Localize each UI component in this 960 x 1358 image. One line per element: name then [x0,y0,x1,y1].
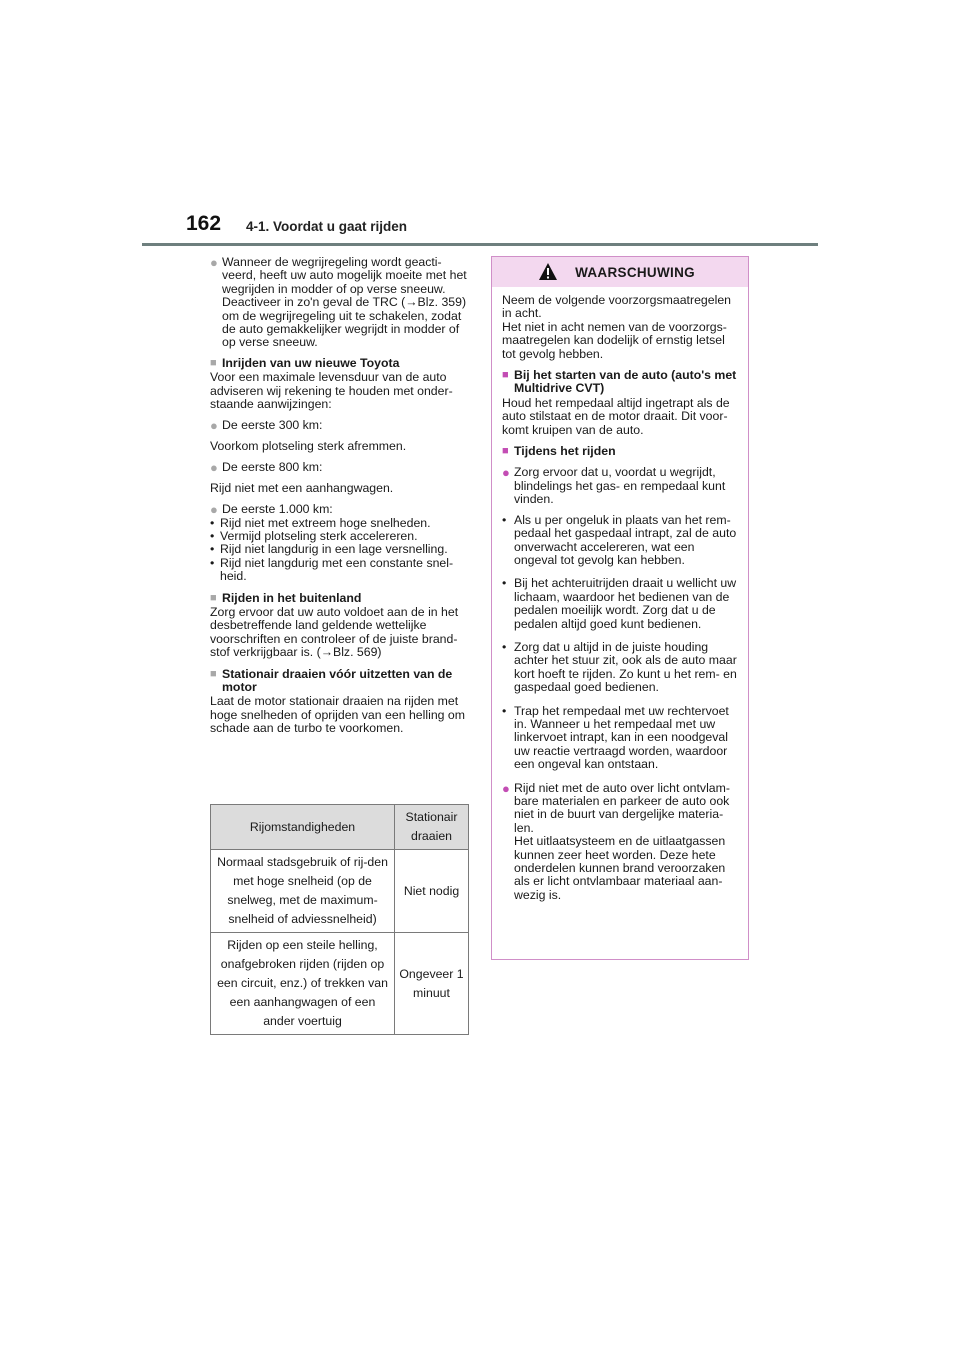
idle-table [210,804,469,1035]
list-item: • Rijd niet langdurig in een lage versnelling. [210,542,448,557]
header-rule [142,243,818,246]
square-bullet-icon: ■ [502,445,509,458]
bullet-800: ● De eerste 800 km: [210,460,323,476]
table-row [211,933,469,1035]
square-bullet-icon: ■ [502,369,509,382]
warning-item: • Bij het achteruitrijden draait u wellicht uw lichaam, waardoor het bedienen van de pedalen moeilijk wordt. Zorg dat u de pedalen altijd goed kunt bedienen. [502,576,737,631]
square-bullet-icon: ■ [210,591,217,604]
para-300: Voorkom plotseling sterk afremmen. [210,438,407,453]
list-item: • Rijd niet langdurig met een constante snel-heid. [210,555,454,584]
warning-title: WAARSCHUWING [575,264,695,280]
list-item: • Rijd niet met extreem hoge snelheden. [210,515,431,530]
warning-body [492,287,748,902]
warning-header [492,257,748,287]
bullet-icon: ● [210,255,218,270]
para-buitenland: Zorg ervoor dat uw auto voldoet aan de in het desbetreffende land geldende wettelijke voorschriften en controleer of de juiste brand-stof verkrijgbaar is. (→Blz. 569) [210,604,459,660]
bullet-icon: ● [210,502,218,518]
para-uitlaat: Het uitlaatsysteem en de uitlaatgassen kunnen zeer heet worden. Deze hete onderdelen kunnen brand veroorzaken als er licht ontvlambaar materiaal aan-wezig is. [514,834,726,902]
warning-triangle-icon [538,262,558,281]
bullet-zorg: ● Zorg ervoor dat u, voordat u wegrijdt, blindelings het gas- en rempedaal kunt vinden. [502,465,726,507]
heading-buitenland: ■ Rijden in het buitenland [210,590,362,605]
para-800: Rijd niet met een aanhangwagen. [210,480,394,495]
heading-tijdens: ■ Tijdens het rijden [502,444,616,459]
para-inrijden: Voor een maximale levensduur van de auto adviseren wij rekening te houden met onder-staande aanwijzingen: [210,370,453,412]
table-header-cell: Rijomstandigheden [211,805,395,850]
square-bullet-icon: ■ [210,667,217,680]
heading-starten: ■ Bij het starten van de auto (auto's met Multidrive CVT) [502,368,737,396]
table-cell: Rijden op een steile helling, onafgebroken rijden (rijden op een circuit, enz.) of trekken van een aanhangwagen of een ander voertuig [211,933,395,1035]
list-item: • Vermijd plotseling sterk accelereren. [210,528,418,543]
table-cell: Normaal stadsgebruik of rij-den met hoge snelheid (op de snelweg, met de maximum-snelheid of adviessnelheid) [211,850,395,933]
bullet-300: ● De eerste 300 km: [210,418,323,434]
heading-stationair: ■ Stationair draaien vóór uitzetten van de motor [210,666,453,694]
warning-box [491,256,749,960]
left-column [210,256,468,744]
warning-intro: Neem de volgende voorzorgsmaatregelen in acht. [502,293,731,321]
table-header-cell: Stationair draaien [395,805,469,850]
para-starten: Houd het rempedaal altijd ingetrapt als de auto stilstaat en de motor draait. Dit voor-komt kruipen van de auto. [502,395,730,437]
bullet-icon: ● [502,780,510,796]
table-row [211,850,469,933]
bullet-1000: ● De eerste 1.000 km: [210,502,333,518]
warning-item: • Zorg dat u altijd in de juiste houding achter het stuur zit, ook als de auto maar kort hoeft te rijden. Zo kunt u het rem- en gaspedaal goed bedienen. [502,639,737,695]
bullet-rijd: ● Rijd niet met de auto over licht ontvlam-bare materialen en parkeer de auto ook niet in de buurt van dergelijke materia-len. [502,780,730,835]
bullet-icon: ● [210,418,218,434]
table-cell: Ongeveer 1 minuut [395,933,469,1035]
table-header-row [211,805,469,850]
warning-item: • Als u per ongeluk in plaats van het rem-pedaal het gaspedaal intrapt, zal de auto onverwacht accelereren, wat een ongeval tot gevolg kan hebben. [502,512,737,567]
bullet-icon: ● [502,465,510,481]
square-bullet-icon: ■ [210,356,217,369]
table-cell: Niet nodig [395,850,469,933]
warning-item: • Trap het rempedaal met uw rechtervoet in. Wanneer u het rempedaal met uw linkervoet intrapt, kan in een noodgeval uw reactie vertraagd worden, waardoor een ongeval kan ontstaan. [502,703,729,772]
heading-inrijden: ■ Inrijden van uw nieuwe Toyota [210,355,400,370]
para-stationair: Laat de motor stationair draaien na rijden met hoge snelheden of oprijden van een helling om schade aan de turbo te voorkomen. [210,694,466,736]
page-number: 162 [186,212,222,235]
section-title: 4-1. Voordat u gaat rijden [246,219,408,234]
warning-intro2: Het niet in acht nemen van de voorzorgs-maatregelen kan dodelijk of ernstig letsel tot gevolg hebben. [502,319,727,361]
list-1000 [210,517,468,584]
bullet-icon: ● [210,460,218,476]
bullet-wegrijregeling: ● Wanneer de wegrijregeling wordt geacti-veerd, heeft uw auto mogelijk moeite met het wegrijden in modder of op verse sneeuw. Deactiveer in zo'n geval de TRC (→Blz. 359) om de wegrijregeling uit te schakelen, zodat de auto gemakkelijker wegrijdt in modder of op verse sneeuw. [210,255,467,350]
